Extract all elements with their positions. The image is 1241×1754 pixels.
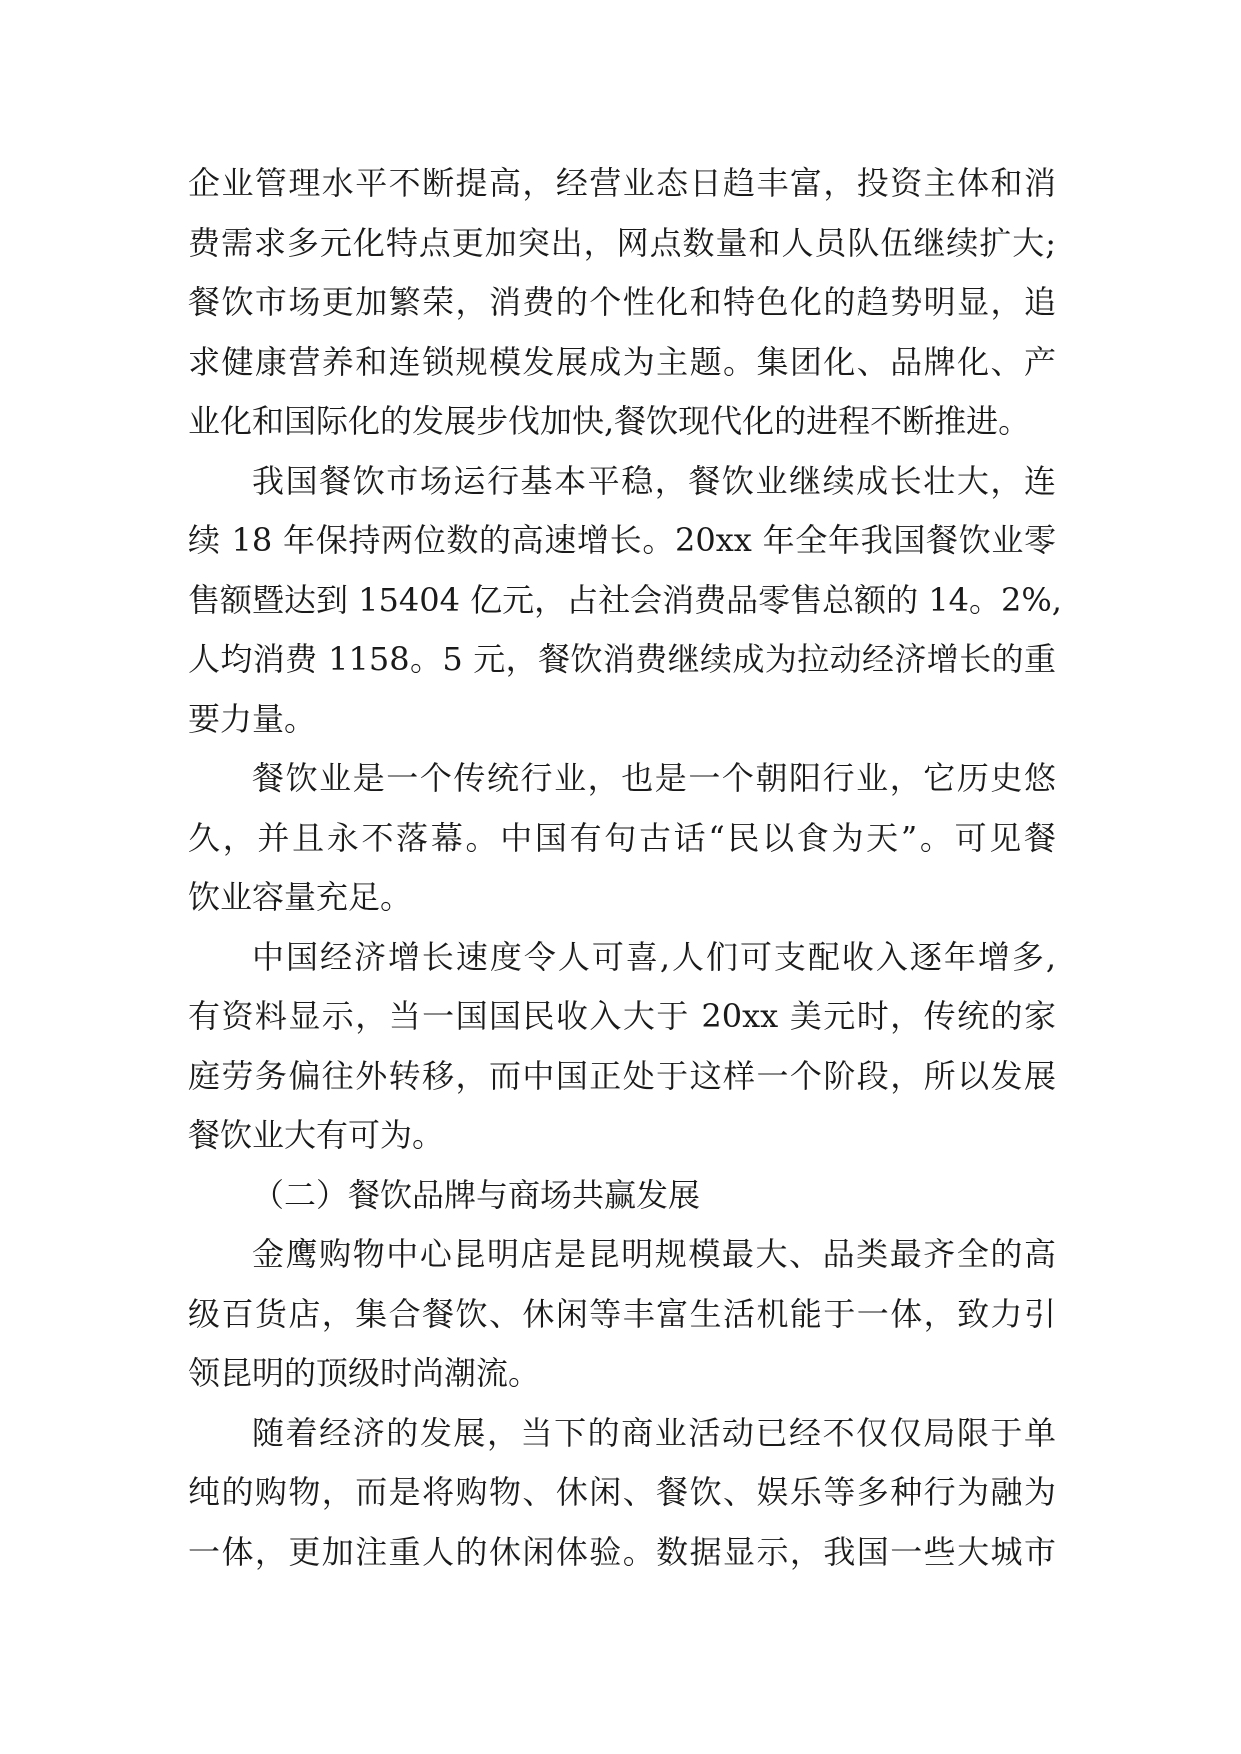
document-body [188,154,1062,1582]
text-line: 续 18 年保持两位数的高速增长。20xx 年全年我国餐饮业零 [188,521,1056,559]
text-line: 售额暨达到 15404 亿元，占社会消费品零售总额的 14。2%, [188,580,1062,619]
paragraph-commercial-trends [188,1404,1056,1583]
text-line: 餐饮业是一个传统行业，也是一个朝阳行业，它历史悠 [252,759,1056,797]
paragraph-industry-overview [188,154,1056,452]
text-line: 级百货店，集合餐饮、休闲等丰富生活机能于一体，致力引 [188,1294,1056,1333]
text-line: 饮业容量充足。 [188,878,413,916]
text-line: 久，并且永不落幕。中国有句古话“民以食为天”。可见餐 [188,818,1056,857]
text-line: 人均消费 1158。5 元，餐饮消费继续成为拉动经济增长的重 [188,640,1056,678]
paragraph-traditional-industry [188,749,1056,928]
section-heading [188,1166,1056,1226]
text-line: 有资料显示，当一国国民收入大于 20xx 美元时，传统的家 [188,997,1056,1035]
text-line: 业化和国际化的发展步伐加快,餐饮现代化的进程不断推进。 [188,402,1031,440]
text-line: 我国餐饮市场运行基本平稳，餐饮业继续成长壮大，连 [252,461,1056,500]
text-line: 要力量。 [188,699,317,738]
text-line: 庭劳务偏往外转移，而中国正处于这样一个阶段，所以发展 [188,1056,1056,1095]
paragraph-economic-growth [188,928,1056,1166]
text-line: 金鹰购物中心昆明店是昆明规模最大、品类最齐全的高 [252,1235,1056,1273]
paragraph-golden-eagle [188,1225,1056,1404]
text-line: 中国经济增长速度令人可喜,人们可支配收入逐年增多, [252,937,1056,976]
text-line: 随着经济的发展，当下的商业活动已经不仅仅局限于单 [252,1413,1056,1452]
paragraph-market-growth [188,452,1062,750]
text-line: 费需求多元化特点更加突出，网点数量和人员队伍继续扩大; [188,223,1056,262]
section-heading-text: （二）餐饮品牌与商场共赢发展 [252,1175,701,1214]
text-line: 领昆明的顶级时尚潮流。 [188,1354,541,1392]
text-line: 一体，更加注重人的休闲体验。数据显示，我国一些大城市 [188,1532,1056,1571]
text-line: 求健康营养和连锁规模发展成为主题。集团化、品牌化、产 [188,342,1056,381]
text-line: 企业管理水平不断提高，经营业态日趋丰富，投资主体和消 [188,164,1056,202]
text-line: 纯的购物，而是将购物、休闲、餐饮、娱乐等多种行为融为 [188,1473,1056,1511]
text-line: 餐饮业大有可为。 [188,1116,445,1154]
text-line: 餐饮市场更加繁荣，消费的个性化和特色化的趋势明显，追 [188,283,1056,321]
